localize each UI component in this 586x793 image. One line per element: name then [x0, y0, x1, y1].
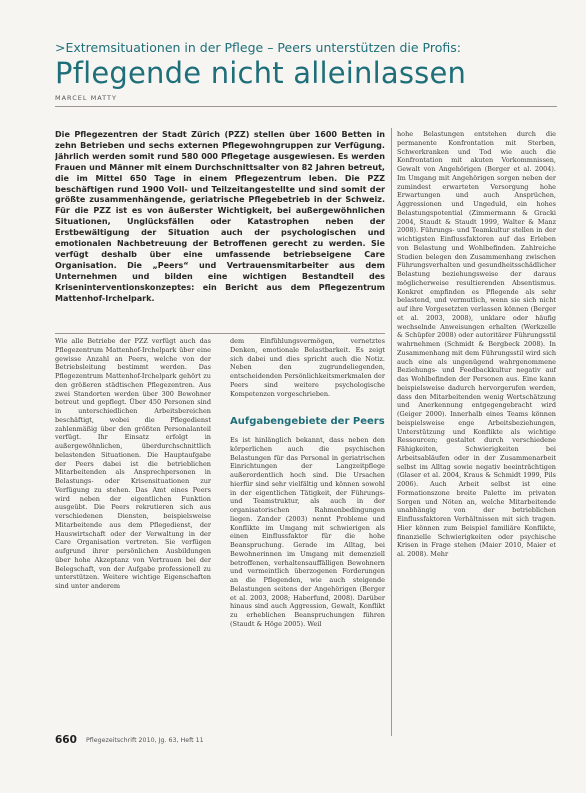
- article-author: MARCEL MATTY: [55, 94, 117, 102]
- body-column-middle-bottom: [230, 436, 385, 736]
- body-text: Es ist hinlänglich bekannt, dass neben den körperlichen auch die psychischen Belastungen für das Personal in geriatrischen Einrichtungen der Langzeitpflege außerordentlich hoch sind. Die Ursachen hierfür sind sehr vielfältig und können sowohl in der eigentlichen Tätigkeit, der Führungs- und Teamstruktur, als auch in der organisatorischen Rahmenbedingungen liegen. Zander (2003) nennt Probleme und Konflikte im Umgang mit schwierigen als einen Einflussfaktor für die hohe Beanspruchung. Gerade im Alltag, bei Bewohnerinnen im Umgang mit demenziell betroffenen, verhaltensauffälligen Bewohnern und vermeintlich überzogenen Forderungen an die Pflegenden, wie auch steigende Belastungen seitens der Angehörigen (Berger et al. 2003, 2008; Haberfund, 2008). Darüber hinaus sind auch Aggression, Gewalt, Konflikt zu erheblichen Beanspruchungen führen (Staudt & Höge 2005). Weil: [230, 436, 385, 628]
- body-text: dem Einfühlungsvermögen, vernetztes Denken, emotionale Belastbarkeit. Es zeigt sich dabei und dies spricht auch die Notiz. Neben den zugrundeliegenden, entscheidenden Persönlichkeitsmerkmalen der Peers sind weitere psychologische Kompetenzen vorgeschrieben.: [230, 337, 385, 398]
- section-subhead: Aufgabengebiete der Peers: [230, 416, 385, 427]
- body-column-right: [397, 130, 556, 736]
- lead-separator-rule: [55, 333, 385, 334]
- article-title: Pflegende nicht alleinlassen: [55, 56, 467, 90]
- lead-paragraph: Die Pflegezentren der Stadt Zürich (PZZ) stellen über 1600 Betten in zehn Betrieben und sechs externen Pflegewohngruppen zur Verfügung. Jährlich werden somit rund 580 000 Pflegetage ausgewiesen. Es werden Frauen und Männer mit einem Durchschnittsalter von 82 Jahren betreut, die im Mittel 650 Tage in einem Pflegezentrum leben. Die PZZ beschäftigen rund 1900 Voll- und Teilzeitangestellte und sind somit der größte zusammenhängende, geriatrische Pflegebetrieb in der Schweiz. Für die PZZ ist es von äußerster Wichtigkeit, bei außergewöhnlichen Situationen, Unglücksfällen oder Katastrophen neben der Erstbewältigung der Situation auch der psychologischen und emotionalen Nachbetreuung der Betroffenen gerecht zu werden. Sie verfügt deshalb über eine umfassende betriebseigene Care Organisation. Die „Peers“ und Vertrauensmitarbeiter aus dem Unternehmen und bilden eine wichtigen Bestandteil des Kriseninterventionskonzeptes: ein Bericht aus dem Pflegezentrum Mattenhof-Irchelpark.: [55, 130, 385, 303]
- body-column-middle-top: [230, 337, 385, 402]
- body-text: Wie alle Betriebe der PZZ verfügt auch das Pflegezentrum Mattenhof-Irchelpark über eine gewisse Anzahl an Peers, welche von der Betriebsleitung bestimmt werden. Das Pflegezentrum Mattenhof-Irchelpark gehört zu den größeren städtischen Pflegezentren. Aus zwei Standorten werden über 300 Bewohner betreut und gepflegt. Über 450 Personen sind in unterschiedlichen Arbeitsbereichen beschäftigt, wobei die Pflegedienst zahlenmäßig über den größten Personalanteil verfügt. Ihr Einsatz erfolgt in außergewöhnlichen, überdurchschnittlich belastenden Situationen. Die Hauptaufgabe der Peers dabei ist die betrieblichen Mitarbeitenden als Ansprechpersonen in Belastungs- oder Krisensituationen zur Verfügung zu stehen. Das Amt eines Peers wird neben der eigentlichen Funktion ausgeübt. Die Peers rekrutieren sich aus verschiedenen Diensten, beispielsweise Mitarbeitende aus dem Pflegedienst, der Hauswirtschaft oder der Verwaltung in der Care Organisation vertreten. Sie verfügen aufgrund ihrer persönlichen Ausbildungen über hohe Akzeptanz von Vertrauen bei der Belegschaft, von der Aufgabe professionell zu unterstützen. Weitere wichtige Eigenschaften sind unter anderem: [55, 337, 211, 590]
- body-column-left: [55, 337, 211, 735]
- page-number: 660: [55, 734, 77, 746]
- right-column-separator: [391, 128, 392, 736]
- body-text: hohe Belastungen entstehen durch die permanente Konfrontation mit Sterben, Schwerkranken und Tod wie auch die Konfrontation mit akuten Vorkommnissen, Gewalt von Angehörigen (Berger et al. 2004). Im Umgang mit Angehörigen sorgen neben der zumindest erwarteten Versorgung hohe Erwartungen und auch Ansprüchen, Aggressionen und Ungeduld, ein hohes Belastungspotential (Zimmermann & Gracki 2004, Staudt & Staudt 1999, Walter & Manz 2008). Führungs- und Teamkultur stellen in der wichtigsten Einflussfaktoren auf das Erleben von Belastung und Wohlbefinden. Zahlreiche Studien belegen den Zusammenhang zwischen Führungsverhalten und gesundheitsschädlicher Belastung beziehungsweise der daraus möglicherweise resultierenden Absentismus. Konkret empfinden es Pflegende als sehr belastend, und vermutlich, wenn sie sich nicht auf ihre Vorgesetzten verlassen können (Berger et al. 2003, 2008), unklare oder häufig wechselnde Anweisungen erhalten (Werkzelle & Schüpfer 2008) oder autoritärer Führungsstil wahrnehmen (Schmidt & Bergbeck 2008). In Zusammenhang mit dem Führungsstil wird sich auch eine als ungenügend wahrgenommene Beziehungs- und Feedbackkultur negativ auf das Wohlbefinden der Personen aus. Eine kann beispielsweise dadurch hervorgerufen werden, dass den Mitarbeitenden wenig Wertschätzung und Anerkennung entgegengebracht wird (Geiger 2000). Innerhalb eines Teams können beispielsweise enge Arbeitsbeziehungen, Unterstützung und Konflikte als wichtige Ressourcen; gestaltet durch verschiedene Fähigkeiten, Schwierigkeiten bei Arbeitsabläufen oder in der Zusammenarbeit selbst im Alltag sowie negativ beeinträchtigen (Glaser et al. 2004, Kraus & Schmidt 1999, Pils 2006). Auch Arbeit selbst ist eine Formationszone breite Palette im privaten Sorgen und Nöten an, welche Mitarbeitende unabhängig von der betrieblichen Einflussfaktoren Verhältnissen mit sich tragen. Hier können zum Beispiel familiäre Konflikte, finanzielle Schwierigkeiten oder psychische Krisen in Frage stehen (Maier 2010, Maier et al. 2008). Mehr: [397, 130, 556, 558]
- publication-source: Pflegezeitschrift 2010, Jg. 63, Heft 11: [86, 737, 204, 744]
- title-rule: [55, 106, 557, 107]
- article-kicker: >Extremsituationen in der Pflege – Peers unterstützen die Profis:: [55, 40, 461, 55]
